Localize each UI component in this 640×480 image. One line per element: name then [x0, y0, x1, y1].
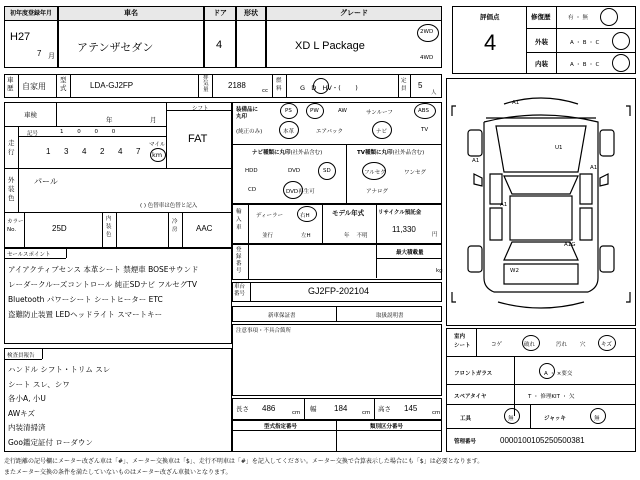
- diagram-mark-a1-left: A1: [472, 158, 480, 164]
- grade-cell: [266, 6, 442, 68]
- mileage-digit: 2: [100, 147, 105, 156]
- navi-dvd-playback: DVD再生可: [286, 189, 315, 195]
- recycle-value: 11,330: [392, 225, 416, 234]
- registration-value: 自家用: [22, 82, 46, 91]
- import-label: 輸 入 車: [236, 209, 242, 231]
- width-value: 184: [334, 404, 348, 413]
- car-diagram: [446, 78, 636, 326]
- length-label: 長さ: [236, 405, 249, 413]
- mileage-digit: 3: [64, 147, 69, 156]
- door-value: 4: [216, 39, 223, 51]
- tv-title: TV種類に丸印(社外品含む): [357, 150, 425, 156]
- width-label: 幅: [310, 405, 317, 413]
- grade-value: XD L Package: [295, 40, 365, 52]
- diagram-mark-a1-right: A1: [590, 165, 598, 171]
- import-left-handle: 左H: [301, 233, 311, 239]
- front-glass-options: A ・ ×要交: [544, 371, 573, 377]
- navi-sd: SD: [323, 168, 331, 174]
- new-car-warranty: 新車保証書: [268, 313, 296, 319]
- equipment-pw: PW: [310, 108, 319, 114]
- notes-block: [232, 324, 442, 396]
- footer-line-1: 走行距離の記号欄にメーター改ざん車は「#」、メーター交換車は「$」、走行不明車は「#」を記入してください。メーター交換で合算表示した場合にも「$」は必要となります。: [4, 458, 484, 465]
- score-value: 4: [484, 30, 497, 55]
- ac-label: 冷 房: [172, 219, 178, 233]
- inspection-label: 車検: [24, 111, 37, 119]
- type-designation: 型式指定番号: [264, 424, 298, 430]
- score-label: 評価点: [480, 13, 500, 21]
- spare-label: スペアタイヤ: [454, 394, 487, 400]
- drive-2wd: 2WD: [420, 29, 434, 35]
- navi-title: ナビ種類に丸印(社外品含む): [252, 150, 323, 156]
- fuel-options: G D HV・( ): [300, 84, 358, 92]
- first-reg-label: 初年度登録年月: [5, 7, 57, 21]
- exterior-color-value: パール: [34, 177, 58, 186]
- first-reg-month-unit: 月: [48, 52, 55, 60]
- width-unit: cm: [362, 410, 371, 416]
- mileage-digit: 4: [82, 147, 87, 156]
- spare-options: T ・ 修理KIT ・ 欠: [528, 394, 575, 400]
- equipment-subtitle: (純正のみ): [236, 129, 263, 135]
- seat-label: 室内 シート: [454, 334, 471, 349]
- fuel-diesel-circle: [313, 78, 329, 94]
- seat-option: コゲ: [491, 342, 503, 348]
- manual: 取扱説明書: [376, 313, 404, 319]
- equipment-airbag: エアバック: [316, 129, 344, 135]
- import-right-handle: 右H: [300, 213, 310, 219]
- chassis-value: GJ2FP-202104: [308, 286, 370, 296]
- tv-fullseg: フルセグ: [364, 170, 386, 176]
- equipment-abs: ABS: [418, 108, 429, 114]
- height-label: 高さ: [378, 405, 391, 413]
- interior-grade-options: A ・ B ・ C: [570, 62, 600, 68]
- diagram-mark-w2: W2: [510, 268, 519, 274]
- equipment-sunroof: サンルーフ: [366, 110, 393, 116]
- height-unit: cm: [432, 410, 441, 416]
- sales-points-title: セールスポイント: [7, 252, 51, 258]
- registration-label: 車 歴: [7, 76, 14, 92]
- import-dealer: ディーラー: [256, 213, 284, 219]
- equipment-title: 装備品に 丸印: [236, 107, 259, 120]
- repair-options: 有 ・ 無: [568, 15, 588, 21]
- exterior-grade-options: A ・ B ・ C: [570, 40, 600, 46]
- inspector-notes-title: 検査員報告: [7, 353, 35, 359]
- exterior-color-label: 外 装 色: [8, 176, 15, 202]
- chassis-label: 車台 番号: [234, 284, 246, 297]
- inspector-note-line: 各小A, 小U: [8, 394, 46, 403]
- model-label: 型 式: [60, 76, 67, 92]
- diagram-mark-u1: U1: [555, 145, 563, 151]
- color-no-value: 25D: [52, 224, 67, 233]
- height-value: 145: [404, 404, 418, 413]
- seat-option: 穴: [580, 342, 586, 348]
- equipment-ps: PS: [285, 108, 292, 114]
- sales-point-line: 盗難防止装置 LEDヘッドライト スマートキー: [8, 310, 163, 319]
- mileage-digit: 4: [118, 147, 123, 156]
- inspector-note-line: シート スレ、シワ: [8, 379, 70, 389]
- mileage-digit: 1: [46, 147, 51, 156]
- inspection-year-label: 年: [106, 116, 113, 124]
- front-glass-label: フロントガラス: [454, 371, 493, 377]
- max-load-label: 最大積載量: [396, 250, 424, 256]
- mileage-unit-km: km: [152, 151, 163, 159]
- capacity-value: 5: [418, 81, 423, 90]
- mileage-unit-miles: マイル: [149, 142, 166, 148]
- mileage-digits-header: 1 0 0 0: [60, 129, 122, 135]
- model-value: LDA-GJ2FP: [90, 81, 134, 90]
- max-load-unit: kg: [436, 268, 443, 274]
- displacement-label: 排 気 量: [203, 75, 209, 93]
- first-reg-month: 7: [37, 49, 42, 58]
- class-number: 類別区分番号: [370, 424, 404, 430]
- capacity-label: 定 員: [401, 78, 407, 92]
- fuel-label: 燃 料: [276, 78, 282, 92]
- model-year-label: モデル年式: [332, 209, 365, 217]
- diagram-mark-ag: A1G: [564, 242, 576, 248]
- capacity-unit: 人: [431, 90, 437, 96]
- tool-value: 無: [508, 416, 514, 422]
- diagram-mark-a1-top: A1: [512, 100, 520, 106]
- exterior-color-note: ( ) 色替車は色替と記入: [140, 203, 198, 209]
- displacement-value: 2188: [228, 81, 246, 90]
- jack-value: 無: [594, 416, 600, 422]
- mgmt-label: 管理番号: [454, 439, 477, 445]
- drive-4wd: 4WD: [420, 55, 434, 61]
- reg-no-label: 登 録 番 号: [236, 247, 242, 274]
- model-year-value: 年 不明: [344, 233, 368, 239]
- equipment-tv: TV: [421, 127, 429, 133]
- footer-line-2: またメーター交換の条件を満たしていないものはメーター改ざん車扱いとなります。: [4, 469, 232, 476]
- mileage-unit-header: 記号: [27, 131, 39, 137]
- inspector-note-line: 内装清掃済: [8, 423, 46, 432]
- shape-label: 形状: [237, 7, 265, 21]
- sales-point-line: Bluetooth パワーシート シートヒーター ETC: [8, 295, 163, 304]
- interior-color-label: 内 装 色: [106, 216, 112, 238]
- mileage-digit: 7: [136, 147, 141, 156]
- inspector-note-line: ハンドル シフト・トリム スレ: [8, 365, 111, 374]
- sales-point-line: レーダークルーズコントロール 純正SDナビ フルセグTV: [8, 280, 197, 289]
- recycle-unit: 円: [432, 232, 438, 238]
- shift-label: シフト: [192, 106, 209, 112]
- inspector-note-line: Goo鑑定証付 ローダウン: [8, 437, 93, 447]
- car-name-label: 車名: [59, 7, 203, 21]
- shift-value: FAT: [188, 133, 208, 145]
- tv-oneseg: ワンセグ: [404, 170, 427, 176]
- inspection-month-label: 月: [150, 116, 157, 124]
- tv-analog: アナログ: [366, 189, 389, 195]
- diagram-mark-a1-bottom: A1: [500, 202, 508, 208]
- mileage-label: 走 行: [8, 139, 15, 156]
- repair-label: 修復歴: [531, 13, 551, 21]
- seat-option: 汚れ: [556, 342, 568, 348]
- recycle-label: リサイクル預託金: [378, 210, 422, 216]
- inspector-note-line: AWキズ: [8, 408, 35, 418]
- door-label: ドア: [205, 7, 235, 21]
- jack-label: ジャッキ: [544, 416, 566, 422]
- navi-dvd: DVD: [288, 168, 301, 174]
- ac-value: AAC: [196, 224, 213, 233]
- shape-cell: [236, 6, 266, 68]
- car-name: アテンザセダン: [77, 42, 154, 54]
- equipment-leather: 本革: [283, 129, 295, 135]
- exterior-grade-label: 外装: [535, 38, 548, 46]
- seat-option: キズ: [601, 342, 612, 348]
- import-parallel: 並行: [262, 233, 274, 239]
- door-cell: [204, 6, 236, 68]
- seat-option: 破れ: [524, 342, 536, 348]
- first-reg-cell: [4, 6, 58, 68]
- equipment-aw: AW: [338, 108, 347, 114]
- displacement-unit: cc: [262, 88, 269, 94]
- notes-title: 注意事項・不具合箇所: [236, 328, 292, 334]
- length-value: 486: [262, 404, 276, 413]
- color-no-label: カラー No.: [7, 219, 24, 233]
- first-reg-era: H27: [10, 31, 31, 43]
- length-unit: cm: [292, 410, 301, 416]
- equipment-navi: ナビ: [376, 129, 388, 135]
- interior-grade-label: 内装: [535, 60, 548, 68]
- mgmt-value: 0000100105250500381: [500, 436, 585, 445]
- navi-hdd: HDD: [245, 168, 258, 174]
- navi-cd: CD: [248, 187, 257, 193]
- tool-label: 工具: [460, 416, 472, 422]
- grade-label: グレード: [267, 7, 441, 21]
- warranty-block: [232, 306, 442, 322]
- car-name-cell: [58, 6, 204, 68]
- sales-point-line: アイアクティブセンス 本革シート 禁煙車 BOSEサウンド: [8, 265, 199, 274]
